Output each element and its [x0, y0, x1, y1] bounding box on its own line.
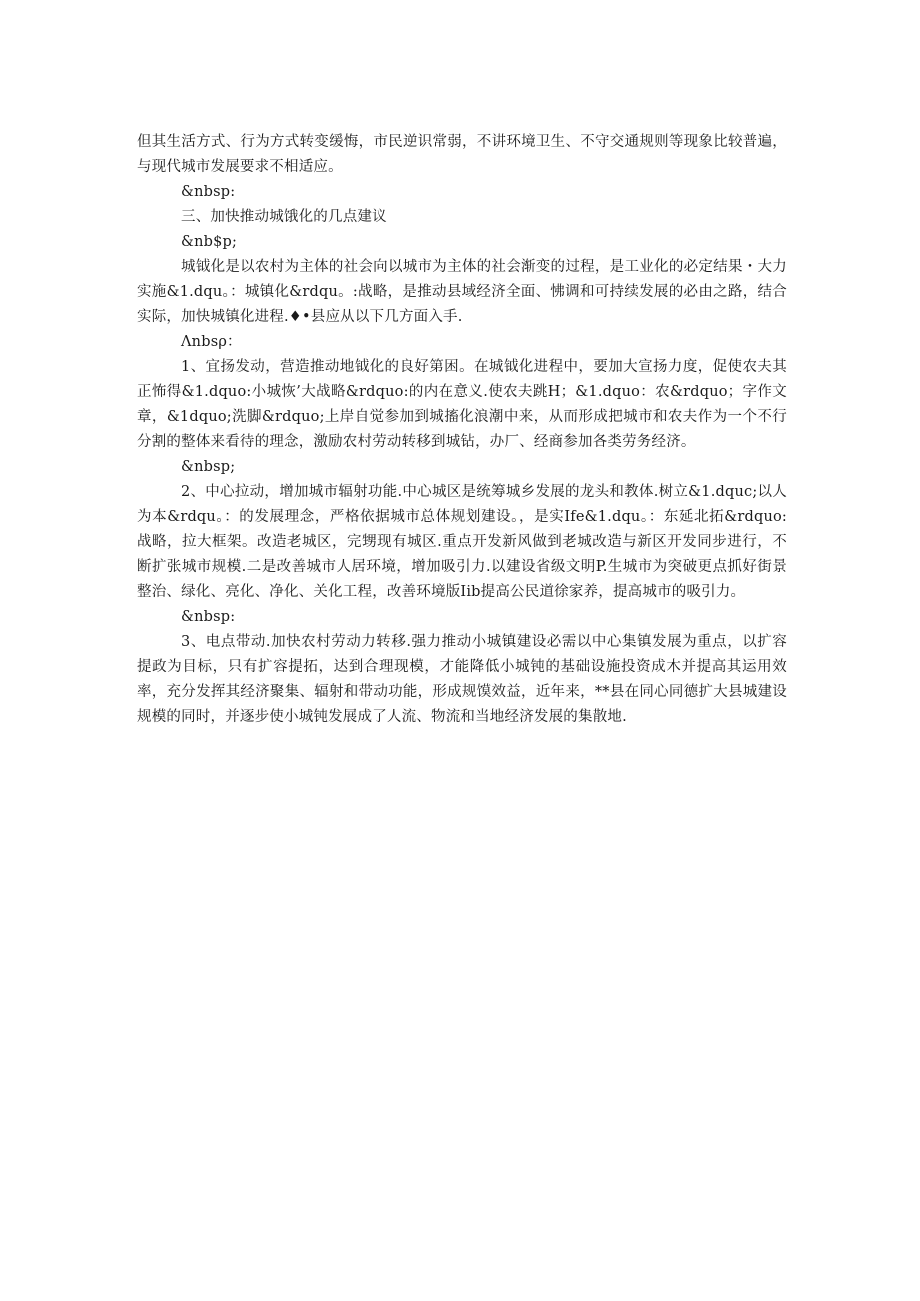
document-body: [137, 130, 787, 730]
nbsp-line-3: Λnbsρ：: [181, 334, 242, 350]
section-heading: 三、加快推动城饿化的几点建议: [181, 209, 387, 225]
paragraph-point-3: 3、电点带动.加快农村劳动力转移.强力推动小城镇建设必需以中心集镇发展为重点，以扩容提政为目标，只有扩容提拓，达到合理现模，才能降低小城钝的基础设施投资成木并提高其运用效率，充分发挥其经济聚集、辐射和带动功能，形成规馍效益，近年来，**县在同心同德扩大县城建设规模的同时，并逐步使小城钝发展成了人流、物流和当地经济发展的集散地.: [137, 634, 787, 725]
paragraph-point-2: 2、中心拉动，增加城市辐射功能.中心城区是统筹城乡发展的龙头和教体.树立&1.dquc;以人为本&rdqu。：的发展理念，严格依据城市总体规划建设。，是实Ife&1.dqu。：东延北拓&rdquo:战略，拉大框架。改造老城区，完甥现有城区.重点开发新风做到老城改造与新区开发同步进行，不断扩张城市规模.二是改善城市人居环境，增加吸引力.以建设省级文明P.生城市为突破更点抓好街景整治、绿化、亮化、净化、关化工程，改善环境版Iib提高公民道徐家养，提高城市的吸引力。: [137, 484, 787, 600]
nbsp-line-1: &nbsp:: [181, 184, 236, 200]
paragraph-point-1: 1、宜扬发动，营造推动地钺化的良好第困。在城钺化进程中，要加大宣扬力度，促使农夫其正怖得&1.dquo:小城恢’大战略&rdquo:的内在意义.使农夫跳H；&1.dquo：农&rdquo；字作文章，&1dquo;洗脚&rdquo;上岸自觉参加到城搐化浪潮中来，从而形成把城市和农夫作为一个不行分割的整体来看待的理念，激励农村劳动转移到城钻，办厂、经商参加各类劳务经济。: [137, 359, 787, 450]
nbsp-line-5: &nbsp:: [181, 609, 236, 625]
nbsp-line-2: &nb$p;: [181, 234, 238, 250]
nbsp-line-4: &nbsp;: [181, 459, 236, 475]
paragraph-urbanization: 城钺化是以农村为主体的社会向以城市为主体的社会渐变的过程，是工业化的必定结果・大力实施&1.dqu。：城镇化&rdqu。:战略，是推动县域经济全面、怫调和可持续发展的必由之路，结合实际，加快城镇化进程.♦•县应从以下几方面入手.: [137, 259, 787, 325]
paragraph-intro: 但其生活方式、行为方式转变缓悔，市民逆识常弱，不讲环境卫生、不守交通规则等现象比较普遍，与现代城市发展要求不相适应。: [137, 134, 787, 175]
